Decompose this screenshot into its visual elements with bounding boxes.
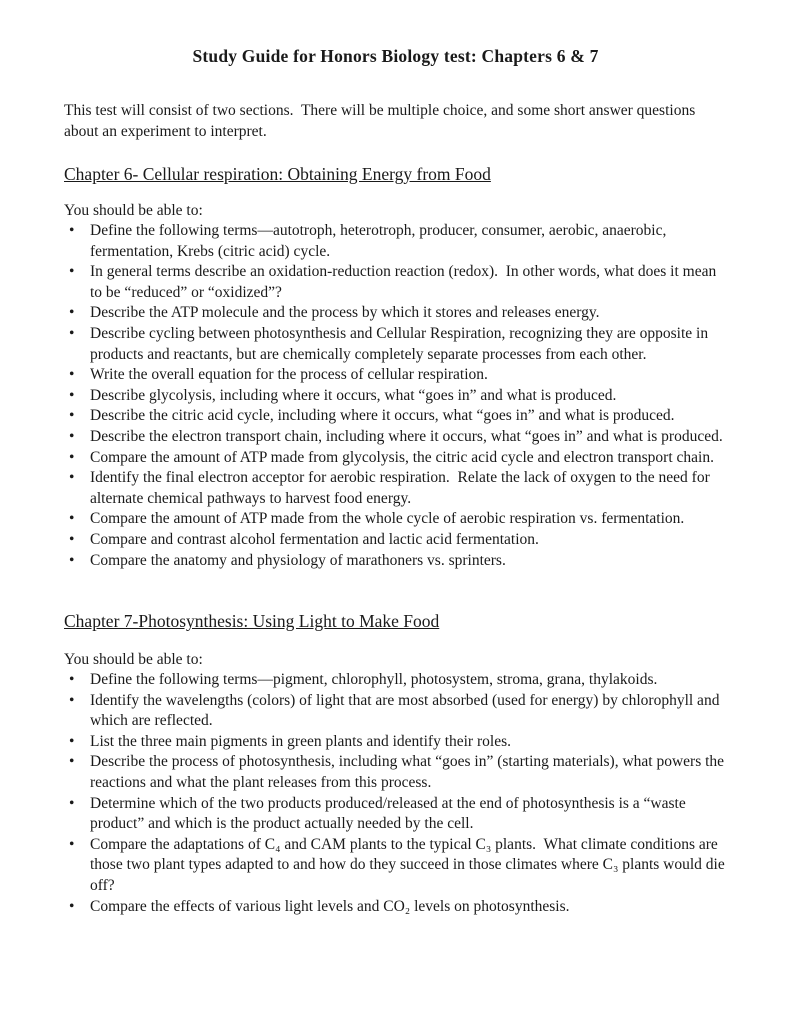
list-item: • Identify the final electron acceptor for aerobic respiration. Relate the lack of oxygen to the need for alternate chemical pathways to harvest food energy. xyxy=(64,468,727,509)
list-item: • Define the following terms—autotroph, heterotroph, producer, consumer, aerobic, anaerobic, fermentation, Krebs (citric acid) cycle. xyxy=(64,221,727,262)
chapter-6-bullet-list xyxy=(64,221,727,571)
list-item: • Compare the effects of various light levels and CO₂ levels on photosynthesis. xyxy=(64,897,727,918)
document-title: Study Guide for Honors Biology test: Chapters 6 & 7 xyxy=(192,46,599,66)
list-item: • Define the following terms—pigment, chlorophyll, photosystem, stroma, grana, thylakoids. xyxy=(64,670,727,691)
list-item: • Describe the ATP molecule and the process by which it stores and releases energy. xyxy=(64,303,727,324)
chapter-7-lead: You should be able to: xyxy=(64,651,203,669)
list-item: • Compare the amount of ATP made from glycolysis, the citric acid cycle and electron transport chain. xyxy=(64,448,727,469)
chapter-7-section xyxy=(64,609,727,917)
chapter-7-bullet-list xyxy=(64,670,727,917)
list-item: • Identify the wavelengths (colors) of light that are most absorbed (used for energy) by chlorophyll and which are reflected. xyxy=(64,691,727,732)
chapter-6-lead: You should be able to: xyxy=(64,202,203,219)
list-item: • List the three main pigments in green plants and identify their roles. xyxy=(64,732,727,753)
list-item: • Write the overall equation for the process of cellular respiration. xyxy=(64,365,727,386)
list-item: • Determine which of the two products produced/released at the end of photosynthesis is a “waste product” and which is the product actually needed by the cell. xyxy=(64,794,727,835)
list-item: • Compare the amount of ATP made from the whole cycle of aerobic respiration vs. fermentation. xyxy=(64,509,727,530)
list-item: • Describe the process of photosynthesis, including what “goes in” (starting materials), what powers the reactions and what the plant releases from this process. xyxy=(64,752,727,793)
list-item: • Compare the anatomy and physiology of marathoners vs. sprinters. xyxy=(64,551,727,572)
list-item: • Describe the citric acid cycle, including where it occurs, what “goes in” and what is produced. xyxy=(64,406,727,427)
list-item: • Compare the adaptations of C₄ and CAM plants to the typical C₃ plants. What climate conditions are those two plant types adapted to and how do they succeed in those climates where C₃ plants would die off? xyxy=(64,835,727,897)
list-item: • Compare and contrast alcohol fermentation and lactic acid fermentation. xyxy=(64,530,727,551)
chapter-6-section xyxy=(64,162,727,571)
list-item: • Describe cycling between photosynthesis and Cellular Respiration, recognizing they are opposite in products and reactants, but are chemically completely separate processes from each other. xyxy=(64,324,727,365)
chapter-7-heading: Chapter 7-Photosynthesis: Using Light to Make Food xyxy=(64,611,440,632)
list-item: • Describe glycolysis, including where it occurs, what “goes in” and what is produced. xyxy=(64,386,727,407)
list-item: • In general terms describe an oxidation-reduction reaction (redox). In other words, what does it mean to be “reduced” or “oxidized”? xyxy=(64,262,727,303)
list-item: • Describe the electron transport chain, including where it occurs, what “goes in” and what is produced. xyxy=(64,427,727,448)
chapter-6-heading: Chapter 6- Cellular respiration: Obtaining Energy from Food xyxy=(64,164,491,184)
intro-paragraph: This test will consist of two sections. There will be multiple choice, and some short answer questions about an experiment to interpret. xyxy=(64,102,700,140)
